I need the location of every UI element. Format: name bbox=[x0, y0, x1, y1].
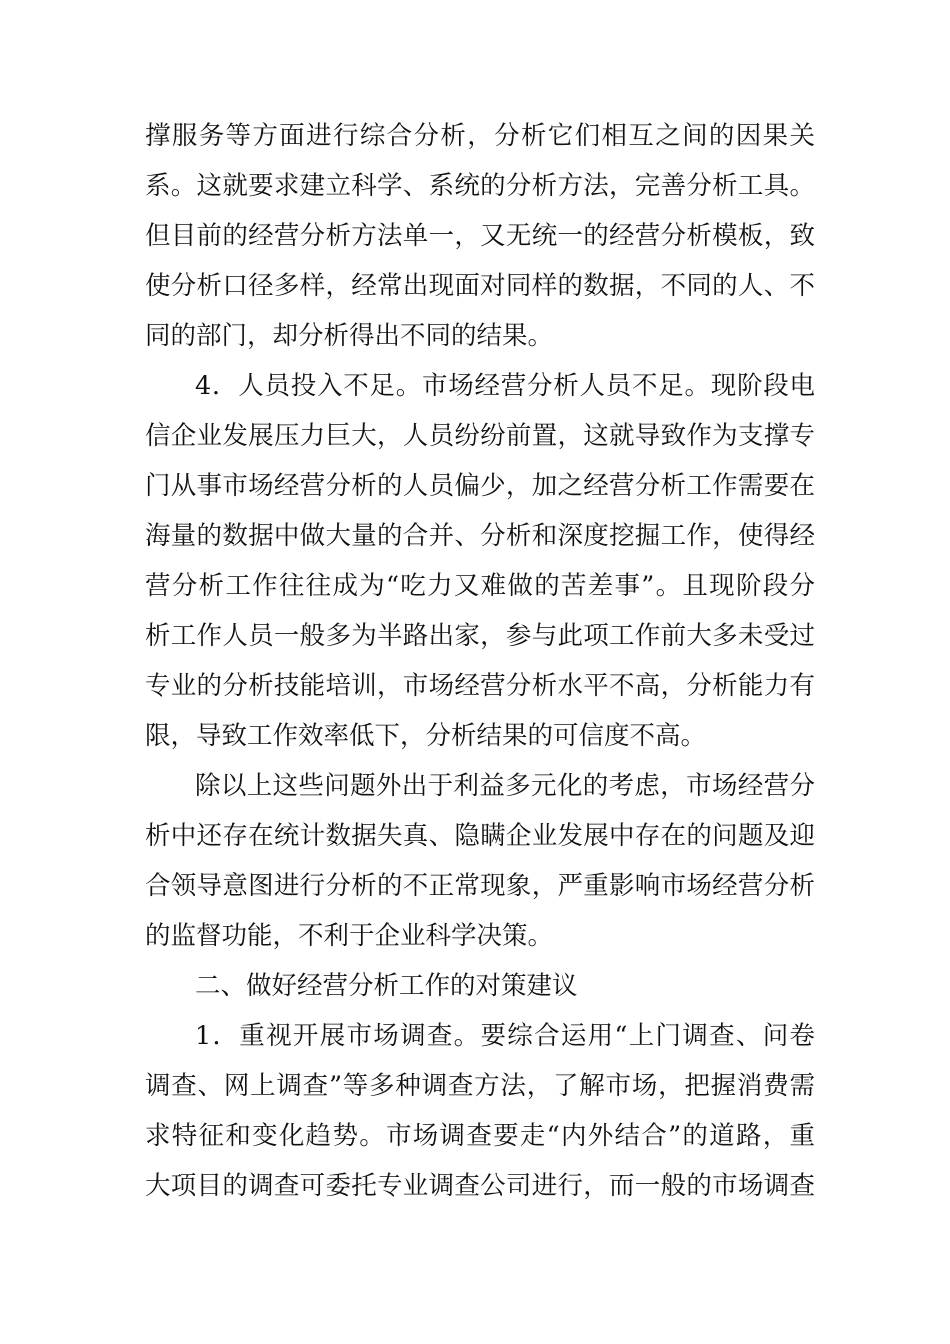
text-line: 合领导意图进行分析的不正常现象，严重影响市场经营分析 bbox=[145, 871, 815, 901]
text-line: 的监督功能，不利于企业科学决策。 bbox=[145, 921, 554, 951]
text-line: 二、做好经营分析工作的对策建议 bbox=[195, 971, 578, 1001]
text-line: 海量的数据中做大量的合并、分析和深度挖掘工作，使得经 bbox=[145, 521, 815, 551]
text-line: 1．重视开展市场调查。要综合运用“上门调查、问卷 bbox=[195, 1021, 815, 1051]
text-line: 析中还存在统计数据失真、隐瞒企业发展中存在的问题及迎 bbox=[145, 821, 815, 851]
text-line: 同的部门，却分析得出不同的结果。 bbox=[145, 321, 554, 351]
text-line: 专业的分析技能培训，市场经营分析水平不高，分析能力有 bbox=[145, 671, 815, 701]
text-line: 信企业发展压力巨大，人员纷纷前置，这就导致作为支撑专 bbox=[145, 421, 815, 451]
text-line: 大项目的调查可委托专业调查公司进行，而一般的市场调查 bbox=[145, 1171, 815, 1201]
text-line: 求特征和变化趋势。市场调查要走“内外结合”的道路，重 bbox=[145, 1121, 815, 1151]
text-line: 4．人员投入不足。市场经营分析人员不足。现阶段电 bbox=[195, 371, 815, 401]
text-line: 析工作人员一般多为半路出家，参与此项工作前大多未受过 bbox=[145, 621, 815, 651]
text-line: 限，导致工作效率低下，分析结果的可信度不高。 bbox=[145, 721, 707, 751]
text-line: 调查、网上调查”等多种调查方法，了解市场，把握消费需 bbox=[145, 1071, 815, 1101]
text-line: 使分析口径多样，经常出现面对同样的数据，不同的人、不 bbox=[145, 271, 815, 301]
text-line: 撑服务等方面进行综合分析，分析它们相互之间的因果关 bbox=[145, 121, 815, 151]
body-text bbox=[145, 111, 815, 1211]
text-line: 营分析工作往往成为“吃力又难做的苦差事”。且现阶段分 bbox=[145, 571, 815, 601]
text-line: 系。这就要求建立科学、系统的分析方法，完善分析工具。 bbox=[145, 171, 815, 201]
text-line: 门从事市场经营分析的人员偏少，加之经营分析工作需要在 bbox=[145, 471, 815, 501]
text-line: 但目前的经营分析方法单一，又无统一的经营分析模板，致 bbox=[145, 221, 815, 251]
text-line: 除以上这些问题外出于利益多元化的考虑，市场经营分 bbox=[195, 771, 815, 801]
